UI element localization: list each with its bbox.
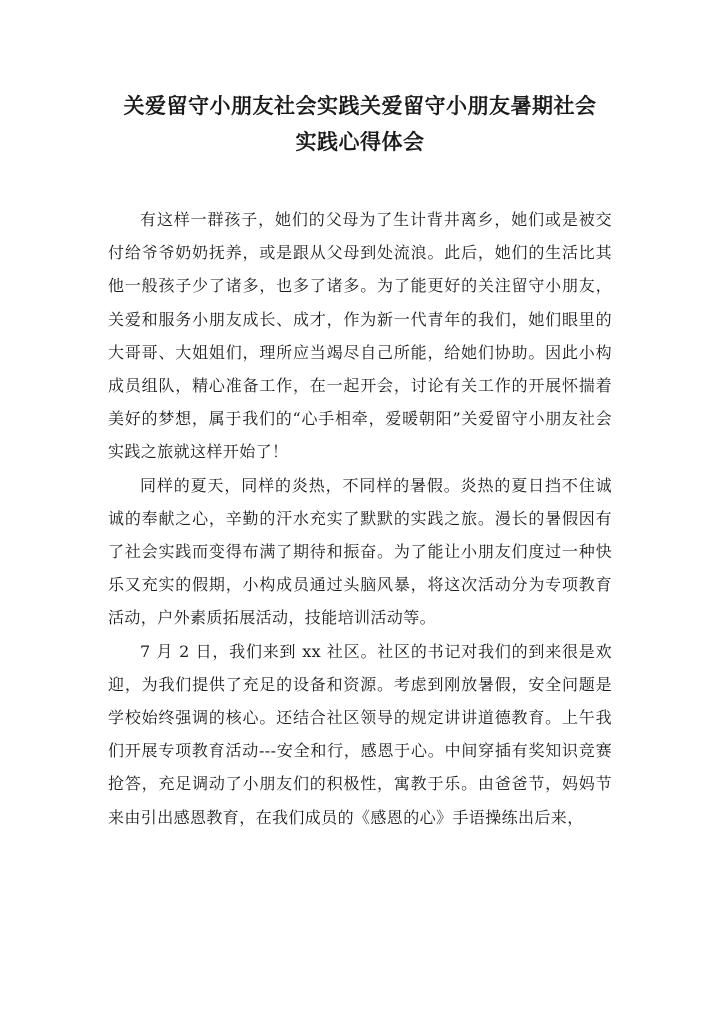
title-line-1: 关爱留守小朋友社会实践关爱留守小朋友暑期社会 (123, 93, 597, 118)
paragraph-intro: 有这样一群孩子，她们的父母为了生计背井离乡，她们或是被交付给爷爷奶奶抚养，或是跟从父母到处流浪。此后，她们的生活比其他一般孩子少了诸多，也多了诸多。为了能更好的关注留守小朋友，关爱和服务小朋友成长、成才，作为新一代青年的我们，她们眼里的大哥哥、大姐姐们，理所应当竭尽自己所能，给她们协助。因此小构成员组队，精心准备工作，在一起开会，讨论有关工作的开展怀揣着美好的梦想，属于我们的“心手相牵，爱暖朝阳”关爱留守小朋友社会实践之旅就这样开始了！ (108, 210, 612, 462)
paragraph-summer: 同样的夏天，同样的炎热，不同样的暑假。炎热的夏日挡不住诚诚的奉献之心，辛勤的汗水充实了默默的实践之旅。漫长的暑假因有了社会实践而变得布满了期待和振奋。为了能让小朋友们度过一种快乐又充实的假期，小构成员通过头脑风暴，将这次活动分为专项教育活动，户外素质拓展活动，技能培训活动等。 (108, 475, 612, 628)
paragraph-july-2: 7 月 2 日，我们来到 xx 社区。社区的书记对我们的到来很是欢迎，为我们提供了充足的设备和资源。考虑到刚放暑假，安全问题是学校始终强调的核心。还结合社区领导的规定讲讲道德教育。上午我们开展专项教育活动---安全和行，感恩于心。中间穿插有奖知识竞赛抢答，充足调动了小朋友们的积极性，寓教于乐。由爸爸节，妈妈节来由引出感恩教育，在我们成员的《感恩的心》手语操练出后来， (108, 641, 612, 827)
page-title (100, 88, 620, 160)
body-text (108, 203, 612, 834)
title-line-2: 实践心得体会 (295, 129, 425, 154)
